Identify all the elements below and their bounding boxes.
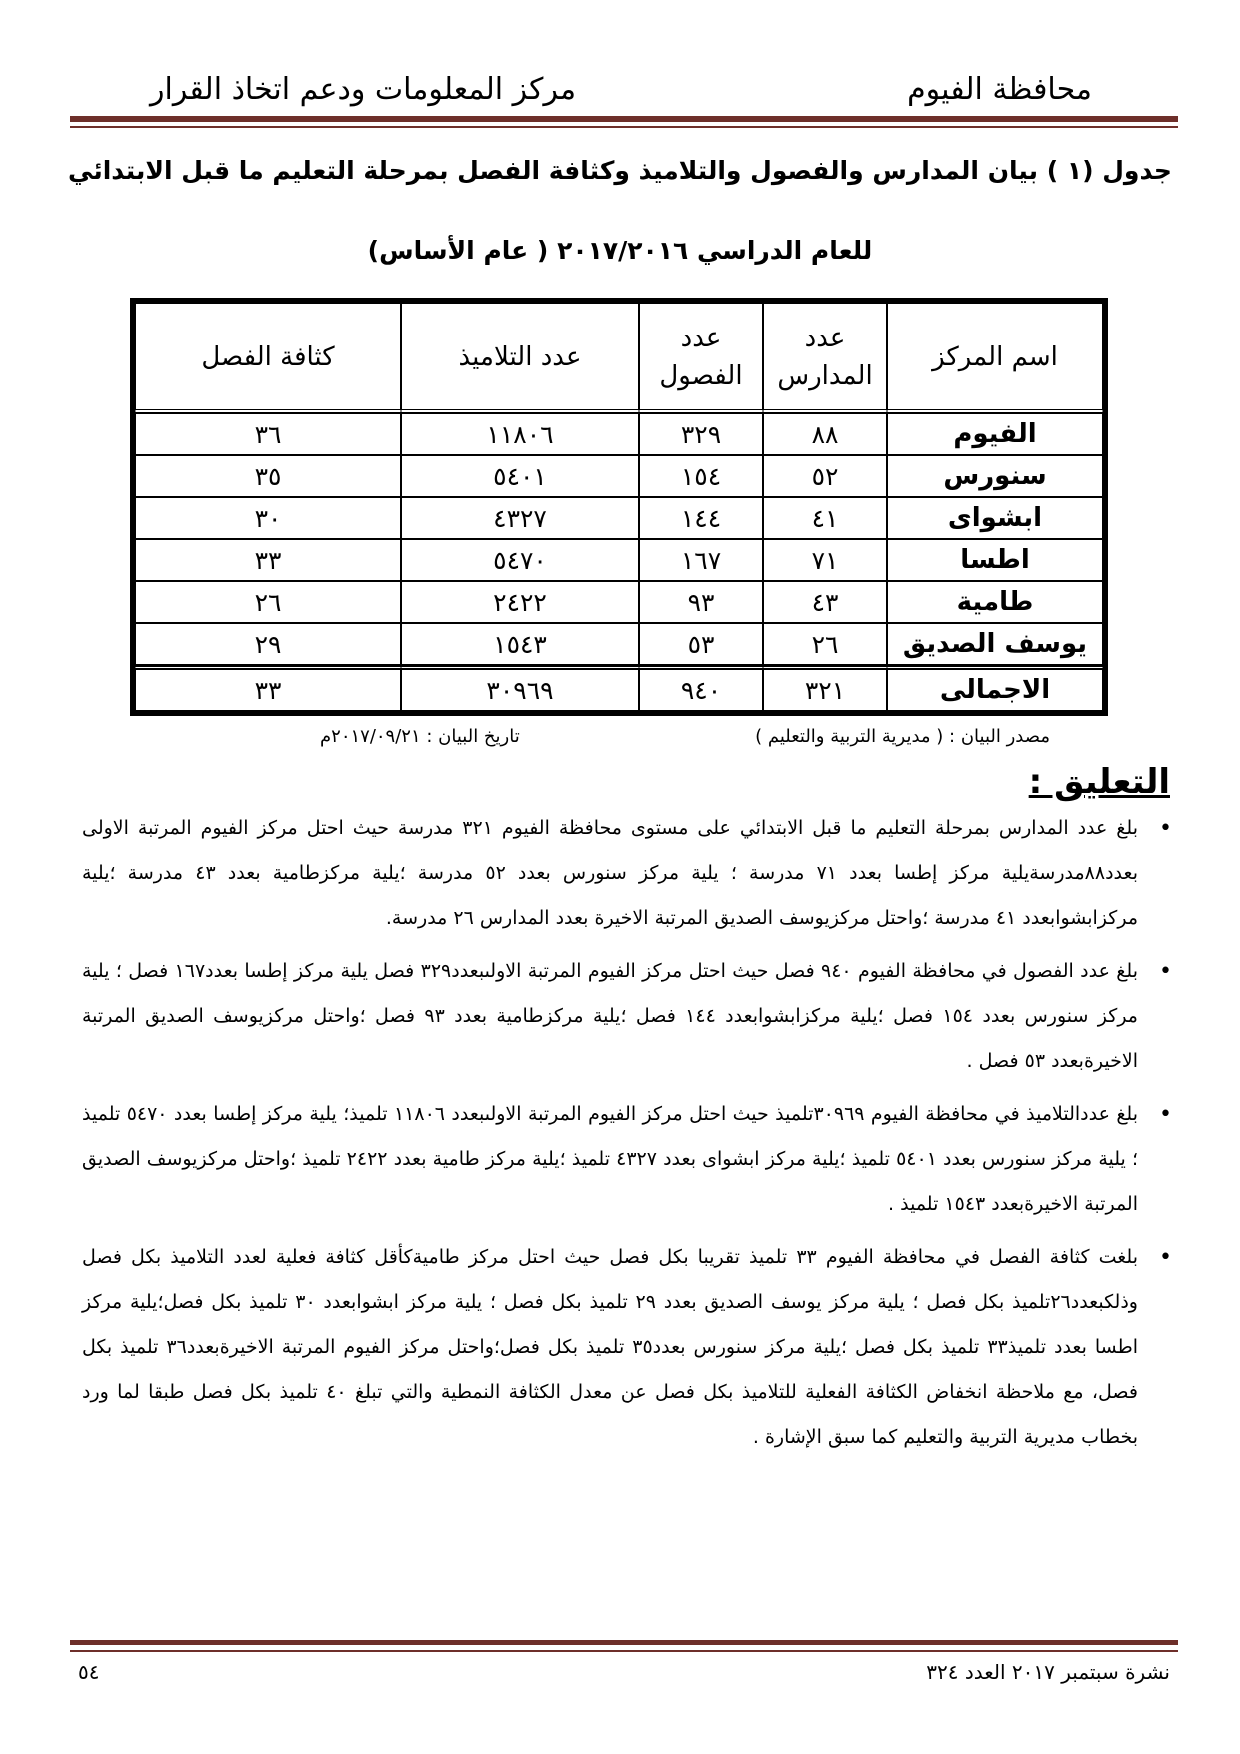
cell-density: ٣٣ (135, 539, 401, 581)
cell-district: يوسف الصديق (887, 623, 1103, 665)
bottom-rule (70, 1640, 1178, 1645)
comment-heading: التعليق : (1028, 762, 1170, 802)
top-rule (70, 116, 1178, 122)
table-row (135, 623, 1103, 665)
footer-issue: نشرة سبتمبر ٢٠١٧ العدد ٣٢٤ (926, 1660, 1170, 1684)
list-item: • بلغت كثافة الفصل في محافظة الفيوم ٣٣ تلميذ تقريبا بكل فصل حيث احتل مركز طاميةكأقل كثافة فعلية لعدد التلاميذ بكل فصل وذلكبعدد٢٦تلميذ بكل فصل ؛ يلية مركز يوسف الصديق بعدد ٢٩ تلميذ بكل فصل ؛ يلية مركز ابشوابعدد ٣٠ تلميذ بكل فصل؛يلية مركز اطسا بعدد تلميذ٣٣ تلميذ بكل فصل ؛يلية مركز سنورس بعدد٣٥ تلميذ بكل فصل؛واحتل مركز الفيوم المرتبة الاخيرةبعدد٣٦ تلميذ بكل فصل، مع ملاحظة انخفاض الكثافة الفعلية للتلاميذ بكل فصل عن معدل الكثافة النمطية والتي تبلغ ٤٠ تلميذ بكل فصل طبقا لما ورد بخطاب مديرية التربية والتعليم كما سبق الإشارة . (82, 1235, 1138, 1460)
header-info-center: مركز المعلومات ودعم اتخاذ القرار (150, 72, 577, 107)
header-classes: عدد الفصول (639, 303, 763, 413)
cell-schools: ٨٨ (763, 413, 887, 455)
top-rule-thin (70, 126, 1178, 128)
list-item: • بلغ عدد الفصول في محافظة الفيوم ٩٤٠ فصل حيث احتل مركز الفيوم المرتبة الاولىبعدد٣٢٩ فصل يلية مركز إطسا بعدد١٦٧ فصل ؛ يلية مركز سنورس بعدد ١٥٤ فصل ؛يلية مركزابشوابعدد ١٤٤ فصل ؛يلية مركزطامية بعدد ٩٣ فصل ؛واحتل مركزيوسف الصديق المرتبة الاخيرةبعدد ٥٣ فصل . (82, 949, 1138, 1084)
cell-classes: ١٤٤ (639, 497, 763, 539)
cell-total-density: ٣٣ (135, 665, 401, 711)
header-students: عدد التلاميذ (401, 303, 639, 413)
comment-list (82, 806, 1172, 1468)
cell-total-students: ٣٠٩٦٩ (401, 665, 639, 711)
cell-students: ٤٣٢٧ (401, 497, 639, 539)
list-item: • بلغ عدد المدارس بمرحلة التعليم ما قبل الابتدائي على مستوى محافظة الفيوم ٣٢١ مدرسة حيث احتل مركز الفيوم المرتبة الاولى بعدد٨٨مدرسةيلية مركز إطسا بعدد ٧١ مدرسة ؛ يلية مركز سنورس بعدد ٥٢ مدرسة ؛يلية مركزطامية بعدد ٤٣ مدرسة ؛يلية مركزابشوابعدد ٤١ مدرسة ؛واحتل مركزيوسف الصديق المرتبة الاخيرة بعدد المدارس ٢٦ مدرسة. (82, 806, 1138, 941)
cell-district: ابشواى (887, 497, 1103, 539)
cell-district: طامية (887, 581, 1103, 623)
statistics-table (130, 298, 1108, 716)
cell-students: ٥٤٠١ (401, 455, 639, 497)
cell-classes: ٩٣ (639, 581, 763, 623)
cell-students: ١١٨٠٦ (401, 413, 639, 455)
table-row (135, 581, 1103, 623)
cell-classes: ١٥٤ (639, 455, 763, 497)
page-number: ٥٤ (78, 1660, 100, 1684)
cell-schools: ٢٦ (763, 623, 887, 665)
cell-classes: ١٦٧ (639, 539, 763, 581)
table-row (135, 539, 1103, 581)
table-row (135, 497, 1103, 539)
cell-classes: ٥٣ (639, 623, 763, 665)
cell-classes: ٣٢٩ (639, 413, 763, 455)
cell-district: الفيوم (887, 413, 1103, 455)
header-density: كثافة الفصل (135, 303, 401, 413)
data-source: مصدر البيان : ( مديرية التربية والتعليم ) (755, 726, 1050, 747)
cell-schools: ٤٣ (763, 581, 887, 623)
data-date: تاريخ البيان : ٢٠١٧/٠٩/٢١م (320, 726, 520, 747)
table-row (135, 455, 1103, 497)
cell-total-schools: ٣٢١ (763, 665, 887, 711)
cell-density: ٣٥ (135, 455, 401, 497)
header-schools: عدد المدارس (763, 303, 887, 413)
table-total-row (135, 665, 1103, 711)
cell-density: ٣٦ (135, 413, 401, 455)
cell-students: ٥٤٧٠ (401, 539, 639, 581)
cell-density: ٢٩ (135, 623, 401, 665)
cell-total-classes: ٩٤٠ (639, 665, 763, 711)
bottom-rule-thin (70, 1650, 1178, 1652)
table-header-row (135, 303, 1103, 413)
list-item: • بلغ عددالتلاميذ في محافظة الفيوم ٣٠٩٦٩تلميذ حيث احتل مركز الفيوم المرتبة الاولىبعدد ١١٨٠٦ تلميذ؛ يلية مركز إطسا بعدد ٥٤٧٠ تلميذ ؛ يلية مركز سنورس بعدد ٥٤٠١ تلميذ ؛يلية مركز ابشواى بعدد ٤٣٢٧ تلميذ ؛يلية مركز طامية بعدد ٢٤٢٢ تلميذ ؛واحتل مركزيوسف الصديق المرتبة الاخيرةبعدد ١٥٤٣ تلميذ . (82, 1092, 1138, 1227)
table-row (135, 413, 1103, 455)
cell-district: اطسا (887, 539, 1103, 581)
table-title: جدول (١ ) بيان المدارس والفصول والتلاميذ وكثافة الفصل بمرحلة التعليم ما قبل الابتدائي (68, 156, 1172, 185)
table-subtitle: للعام الدراسي ٢٠١٧/٢٠١٦ ( عام الأساس) (367, 236, 873, 265)
header-governorate: محافظة الفيوم (907, 72, 1092, 107)
cell-students: ٢٤٢٢ (401, 581, 639, 623)
cell-total-label: الاجمالى (887, 665, 1103, 711)
cell-density: ٢٦ (135, 581, 401, 623)
cell-schools: ٧١ (763, 539, 887, 581)
cell-schools: ٤١ (763, 497, 887, 539)
cell-students: ١٥٤٣ (401, 623, 639, 665)
cell-density: ٣٠ (135, 497, 401, 539)
header-district: اسم المركز (887, 303, 1103, 413)
cell-district: سنورس (887, 455, 1103, 497)
cell-schools: ٥٢ (763, 455, 887, 497)
